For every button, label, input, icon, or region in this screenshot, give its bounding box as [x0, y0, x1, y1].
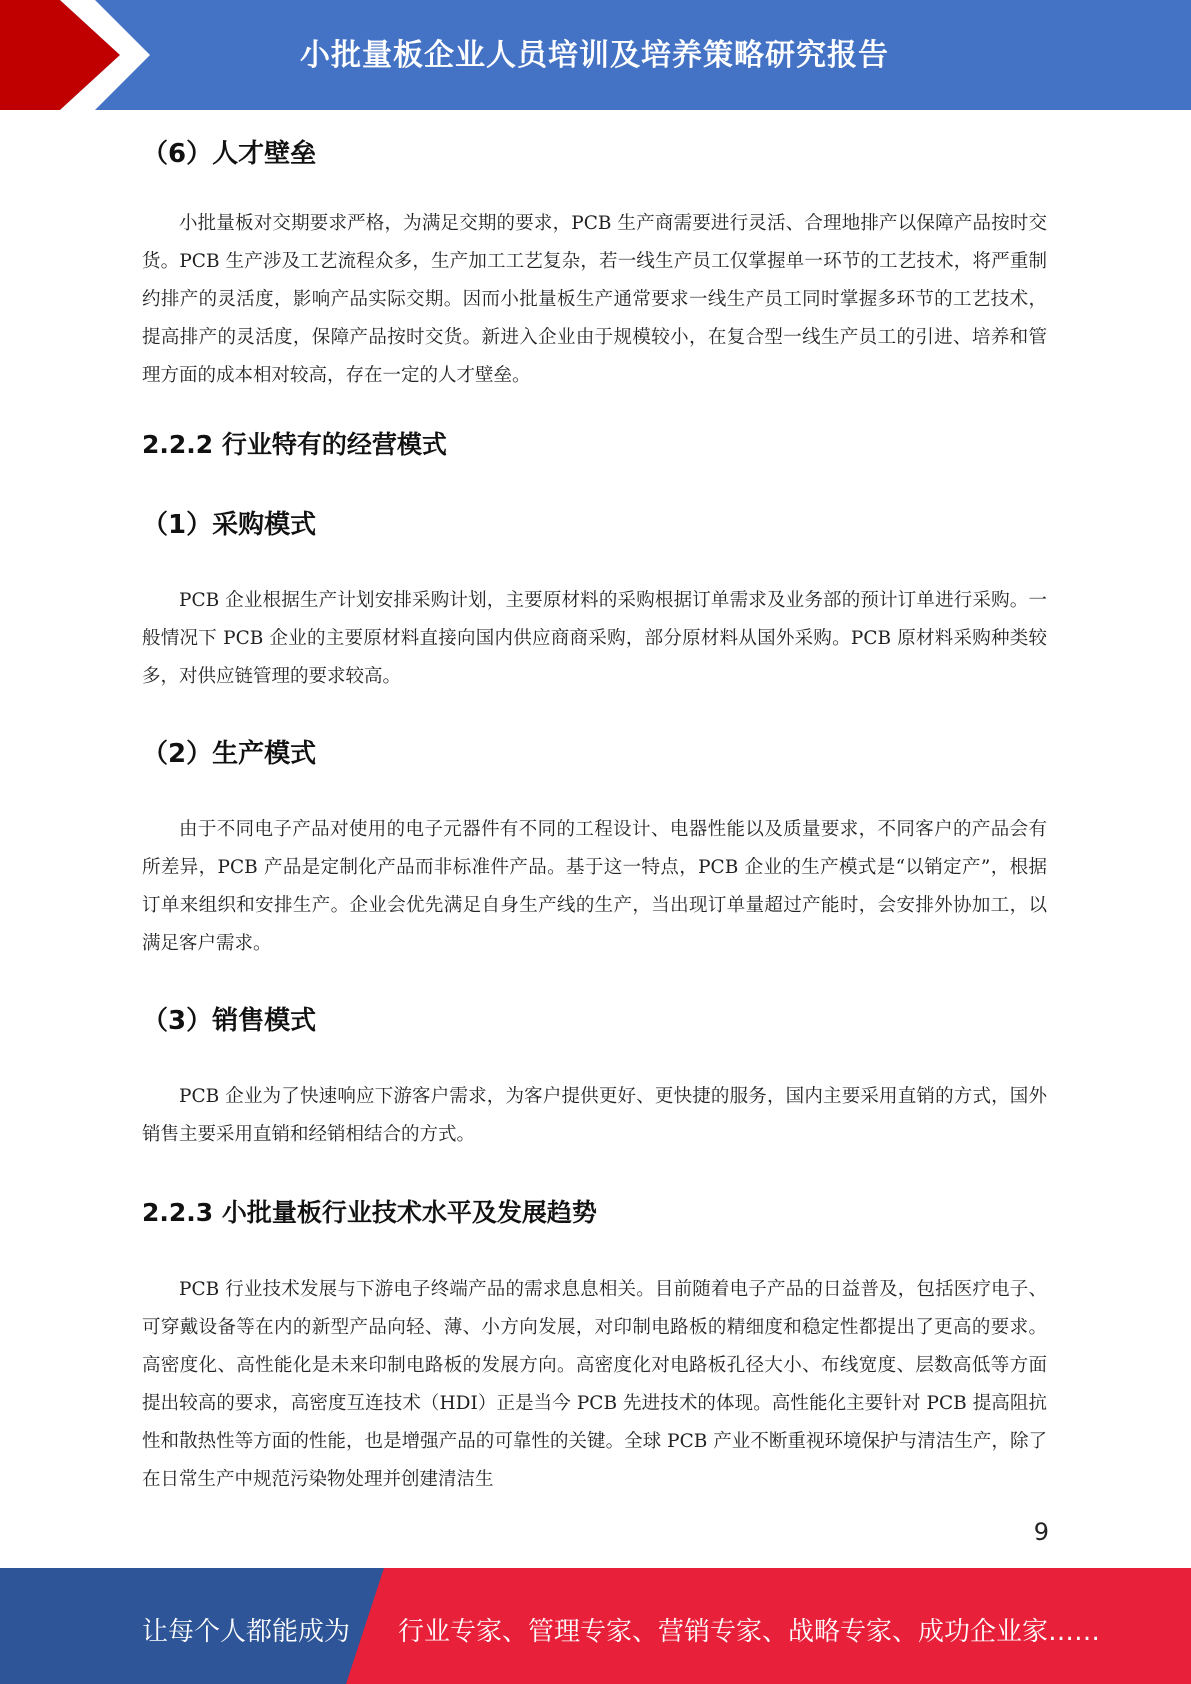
paragraph-procurement: PCB 企业根据生产计划安排采购计划，主要原材料的采购根据订单需求及业务部的预计订单进行采购。一般情况下 PCB 企业的主要原材料直接向国内供应商商采购，部分原材料从国外采购。PCB 原材料采购种类较多，对供应链管理的要求较高。: [142, 590, 1047, 687]
section-heading-tech-trends: 2.2.3 小批量板行业技术水平及发展趋势: [142, 1198, 597, 1227]
page-header: [0, 0, 1191, 110]
report-title: 小批量板企业人员培训及培养策略研究报告: [300, 38, 889, 73]
section-heading-talent-barrier: （6）人才壁垒: [142, 139, 317, 169]
paragraph-production: 由于不同电子产品对使用的电子元器件有不同的工程设计、电器性能以及质量要求，不同客户的产品会有所差异，PCB 产品是定制化产品而非标准件产品。基于这一特点，PCB 企业的生产模式是“以销定产”，根据订单来组织和安排生产。企业会优先满足自身生产线的生产，当出现订单量超过产能时，会安排外协加工，以满足客户需求。: [142, 819, 1047, 954]
section-heading-procurement: （1）采购模式: [142, 510, 317, 540]
section-heading-production: （2）生产模式: [142, 739, 317, 769]
page-footer: [0, 1568, 1191, 1684]
section-heading-sales: （3）销售模式: [142, 1006, 317, 1036]
section-heading-business-model: 2.2.2 行业特有的经营模式: [142, 430, 447, 459]
paragraph-talent-barrier: 小批量板对交期要求严格，为满足交期的要求，PCB 生产商需要进行灵活、合理地排产以保障产品按时交货。PCB 生产涉及工艺流程众多，生产加工工艺复杂，若一线生产员工仅掌握单一环节的工艺技术，将严重制约排产的灵活度，影响产品实际交期。因而小批量板生产通常要求一线生产员工同时掌握多环节的工艺技术，提高排产的灵活度，保障产品按时交货。新进入企业由于规模较小，在复合型一线生产员工的引进、培养和管理方面的成本相对较高，存在一定的人才壁垒。: [142, 213, 1047, 386]
footer-slogan-left: 让每个人都能成为: [142, 1617, 351, 1647]
page-number: 9: [1033, 1518, 1049, 1546]
paragraph-sales: PCB 企业为了快速响应下游客户需求，为客户提供更好、更快捷的服务，国内主要采用直销的方式，国外销售主要采用直销和经销相结合的方式。: [142, 1086, 1047, 1145]
paragraph-tech-trends: PCB 行业技术发展与下游电子终端产品的需求息息相关。目前随着电子产品的日益普及，包括医疗电子、可穿戴设备等在内的新型产品向轻、薄、小方向发展，对印制电路板的精细度和稳定性都提出了更高的要求。高密度化、高性能化是未来印制电路板的发展方向。高密度化对电路板孔径大小、布线宽度、层数高低等方面提出较高的要求，高密度互连技术（HDI）正是当今 PCB 先进技术的体现。高性能化主要针对 PCB 提高阻抗性和散热性等方面的性能，也是增强产品的可靠性的关键。全球 PCB 产业不断重视环境保护与清洁生产，除了在日常生产中规范污染物处理并创建清洁生: [142, 1279, 1047, 1490]
footer-slogan-right: 行业专家、管理专家、营销专家、战略专家、成功企业家……: [398, 1617, 1101, 1647]
